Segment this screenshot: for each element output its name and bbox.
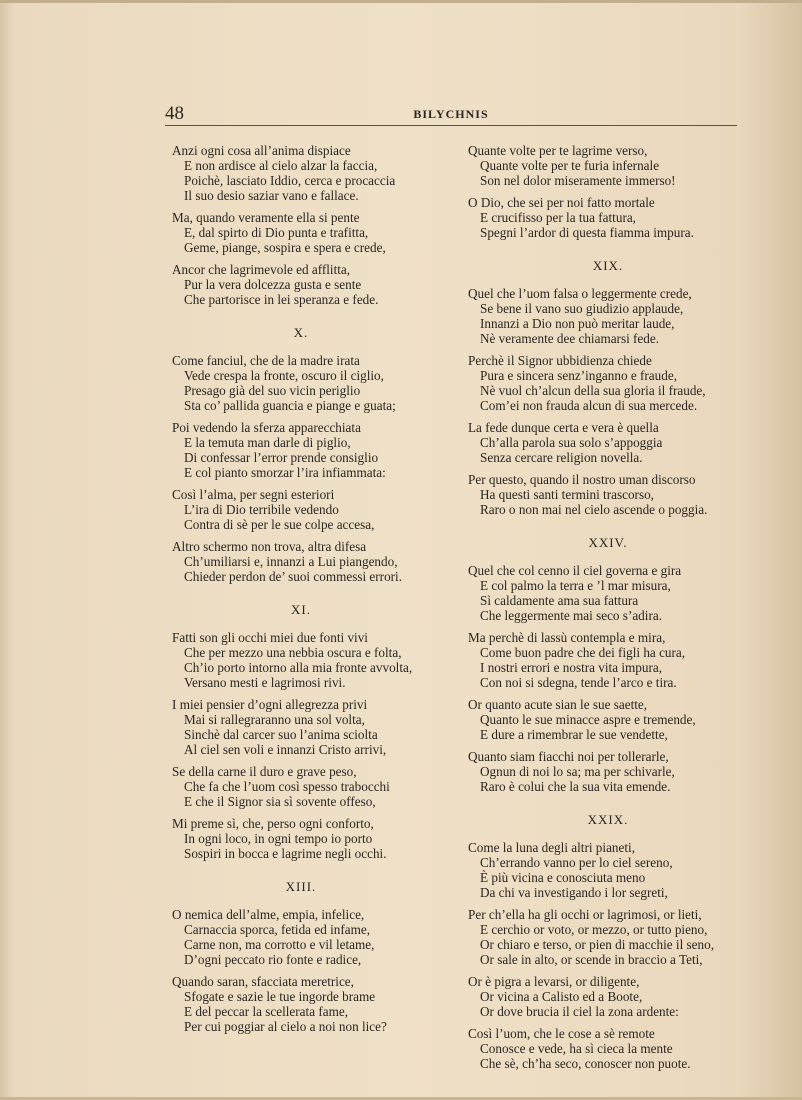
stanza — [172, 353, 420, 413]
verse-line: D’ogni peccato rio fonte e radice, — [184, 952, 362, 967]
stanza — [468, 749, 748, 794]
verse-line: Se della carne il duro e grave peso, — [172, 764, 357, 779]
verse-line: L’ira di Dio terribile vedendo — [184, 502, 339, 517]
stanza — [468, 630, 748, 690]
verse-line: Se bene il vano suo giudizio applaude, — [480, 301, 684, 316]
page-number: 48 — [165, 103, 184, 124]
verse-line: Or vicina a Calisto ed a Boote, — [480, 989, 643, 1004]
verse-line: Così l’alma, per segni esteriori — [172, 487, 335, 502]
verse-line: Il suo desio saziar vano e fallace. — [184, 188, 359, 203]
verse-line: Mai si rallegraranno una sol volta, — [184, 712, 365, 727]
verse-line: Carnaccia sporca, fetida ed infame, — [184, 922, 370, 937]
verse-line: E crucifisso per la tua fattura, — [480, 210, 636, 225]
verse-line: Nè veramente dee chiamarsi fede. — [480, 331, 660, 346]
stanza — [468, 472, 748, 517]
stanza — [172, 764, 420, 809]
verse-line: Altro schermo non trova, altra difesa — [172, 539, 367, 554]
verse-line: Che leggermente mai seco s’adira. — [480, 608, 662, 623]
verse-line: Son nel dolor miseramente immerso! — [480, 173, 676, 188]
journal-title: BILYCHNIS — [413, 107, 489, 121]
verse-line: Così l’uom, che le cose a sè remote — [468, 1026, 655, 1041]
verse-line: È più vicina e conosciuta meno — [480, 870, 646, 885]
verse-line: E del peccar la scellerata fame, — [184, 1004, 349, 1019]
verse-line: Com’ei non frauda alcun di sua mercede. — [480, 398, 698, 413]
verse-line: Geme, piange, sospira e spera e crede, — [184, 240, 386, 255]
verse-line: Ch’io porto intorno alla mia fronte avvolta, — [184, 660, 413, 675]
poem-heading: XIII. — [285, 879, 317, 894]
stanza — [468, 697, 748, 742]
stanza — [468, 420, 748, 465]
stanza — [468, 143, 748, 188]
verse-line: Ancor che lagrimevole ed afflitta, — [172, 262, 351, 277]
verse-line: Poi vedendo la sferza apparecchiata — [172, 420, 361, 435]
verse-line: Quando saran, sfacciata meretrice, — [172, 974, 354, 989]
verse-line: Ch’errando vanno per lo ciel sereno, — [480, 855, 673, 870]
stanza — [172, 487, 420, 532]
verse-line: E col palmo la terra e ’l mar misura, — [480, 578, 671, 593]
verse-line: Or quanto acute sian le sue saette, — [468, 697, 648, 712]
verse-line: Per ch’ella ha gli occhi or lagrimosi, or lieti, — [468, 907, 702, 922]
verse-line: Da chi va investigando i lor segreti, — [480, 885, 668, 900]
verse-line: E, dal spirto di Dio punta e trafitta, — [184, 225, 369, 240]
verse-line: Carne non, ma corrotto e vil letame, — [184, 937, 375, 952]
verse-line: E la temuta man darle di piglio, — [184, 435, 351, 450]
verse-line: Quanto siam fiacchi noi per tollerarle, — [468, 749, 669, 764]
stanza — [172, 697, 420, 757]
verse-line: Che partorisce in lei speranza e fede. — [184, 292, 379, 307]
verse-line: Al ciel sen voli e innanzi Cristo arrivi, — [184, 742, 387, 757]
verse-line: Ch’alla parola sua solo s’appoggia — [480, 435, 663, 450]
stanza — [172, 210, 420, 255]
verse-line: Perchè il Signor ubbidienza chiede — [468, 353, 652, 368]
stanza — [172, 420, 420, 480]
verse-line: Quante volte per te lagrime verso, — [468, 143, 648, 158]
verse-line: Pur la vera dolcezza gusta e sente — [184, 277, 362, 292]
stanza — [468, 286, 748, 346]
verse-line: Or è pigra a levarsi, or diligente, — [468, 974, 640, 989]
stanza — [172, 539, 420, 584]
verse-line: Per questo, quando il nostro uman discorso — [468, 472, 696, 487]
poem-heading: XXIV. — [588, 535, 628, 550]
verse-line: Innanzi a Dio non può meritar laude, — [480, 316, 675, 331]
verse-line: E non ardisce al cielo alzar la faccia, — [184, 158, 378, 173]
verse-line: Conosce e vede, ha sì cieca la mente — [480, 1041, 673, 1056]
verse-line: Ma, quando veramente ella si pente — [172, 210, 360, 225]
verse-line: Ha questi santi termini trascorso, — [480, 487, 654, 502]
verse-line: Ch’umiliarsi e, innanzi a Lui piangendo, — [184, 554, 398, 569]
verse-line: Senza cercare religion novella. — [480, 450, 643, 465]
verse-line: Come buon padre che dei figli ha cura, — [480, 645, 686, 660]
verse-line: Sinchè dal carcer suo l’anima sciolta — [184, 727, 378, 742]
verse-line: Poichè, lasciato Iddio, cerca e procaccia — [184, 173, 396, 188]
verse-line: Or sale in alto, or scende in braccio a Teti, — [480, 952, 703, 967]
verse-line: Che fa che l’uom così spesso trabocchi — [184, 779, 390, 794]
stanza — [172, 630, 420, 690]
stanza — [172, 974, 420, 1034]
verse-line: Sospiri in bocca e lagrime negli occhi. — [184, 846, 387, 861]
verse-line: I miei pensier d’ogni allegrezza privi — [172, 697, 368, 712]
verse-line: Spegni l’ardor di questa fiamma impura. — [480, 225, 694, 240]
verse-line: Per cui poggiar al cielo a noi non lice? — [184, 1019, 387, 1034]
stanza — [468, 907, 748, 967]
verse-line: Fatti son gli occhi miei due fonti vivi — [172, 630, 368, 645]
verse-line: Di confessar l’error prende consiglio — [184, 450, 379, 465]
stanza — [172, 907, 420, 967]
verse-line: Che per mezzo una nebbia oscura e folta, — [184, 645, 402, 660]
poem-heading: XXIX. — [587, 812, 629, 827]
right-column — [468, 143, 748, 1078]
verse-line: I nostri errori e nostra vita impura, — [480, 660, 663, 675]
page-header — [165, 103, 737, 126]
top-edge-rule — [0, 0, 802, 3]
verse-line: Or chiaro e terso, or pien di macchie il seno, — [480, 937, 714, 952]
verse-line: O nemica dell’alme, empia, infelice, — [172, 907, 365, 922]
verse-line: E col pianto smorzar l’ira infiammata: — [184, 465, 386, 480]
poem-heading: X. — [293, 325, 309, 340]
verse-line: Come fanciul, che de la madre irata — [172, 353, 360, 368]
verse-line: O Dio, che sei per noi fatto mortale — [468, 195, 655, 210]
verse-line: E che il Signor sia sì sovente offeso, — [184, 794, 376, 809]
stanza — [468, 840, 748, 900]
stanza — [468, 353, 748, 413]
verse-line: Mi preme sì, che, perso ogni conforto, — [172, 816, 374, 831]
verse-line: Con noi si sdegna, tende l’arco e tira. — [480, 675, 677, 690]
poem-heading: XI. — [291, 602, 311, 617]
verse-line: Sta co’ pallida guancia e piange e guata; — [184, 398, 396, 413]
stanza — [172, 262, 420, 307]
verse-line: Ognun di noi lo sa; ma per schivarle, — [480, 764, 675, 779]
verse-line: Sfogate e sazie le tue ingorde brame — [184, 989, 376, 1004]
verse-line: Ma perchè di lassù contempla e mira, — [468, 630, 666, 645]
verse-line: Raro o non mai nel cielo ascende o poggia. — [480, 502, 708, 517]
verse-line: Quel che l’uom falsa o leggermente crede, — [468, 286, 692, 301]
verse-line: Or dove brucia il ciel la zona ardente: — [480, 1004, 679, 1019]
verse-line: Raro è colui che la sua vita emende. — [480, 779, 671, 794]
stanza — [468, 563, 748, 623]
verse-line: Pura e sincera senz’inganno e fraude, — [480, 368, 677, 383]
verse-line: Quante volte per te furia infernale — [480, 158, 660, 173]
verse-line: Contra di sè per le sue colpe accesa, — [184, 517, 375, 532]
verse-line: Presago già del suo vicin periglio — [184, 383, 361, 398]
verse-line: Nè vuol ch’alcun della sua gloria il fraude, — [480, 383, 706, 398]
verse-line: Quel che col cenno il ciel governa e gira — [468, 563, 682, 578]
poem-heading: XIX. — [592, 258, 624, 273]
verse-line: Chieder perdon de’ suoi commessi errori. — [184, 569, 403, 584]
verse-line: Anzi ogni cosa all’anima dispiace — [172, 143, 351, 158]
verse-line: Versano mesti e lagrimosi rivi. — [184, 675, 346, 690]
verse-line: E cerchio or voto, or mezzo, or tutto pieno, — [480, 922, 708, 937]
verse-line: Quanto le sue minacce aspre e tremende, — [480, 712, 696, 727]
verse-line: Che sè, ch’ha seco, conoscer non puote. — [480, 1056, 691, 1071]
verse-line: Sì caldamente ama sua fattura — [480, 593, 639, 608]
verse-line: Vede crespa la fronte, oscuro il ciglio, — [184, 368, 384, 383]
verse-line: E dure a rimembrar le sue vendette, — [480, 727, 668, 742]
verse-line: La fede dunque certa e vera è quella — [468, 420, 659, 435]
verse-line: Come la luna degli altri pianeti, — [468, 840, 635, 855]
verse-line: In ogni loco, in ogni tempo io porto — [184, 831, 373, 846]
stanza — [172, 143, 420, 203]
stanza — [468, 1026, 748, 1071]
stanza — [468, 974, 748, 1019]
stanza — [172, 816, 420, 861]
left-column — [172, 143, 420, 1041]
stanza — [468, 195, 748, 240]
